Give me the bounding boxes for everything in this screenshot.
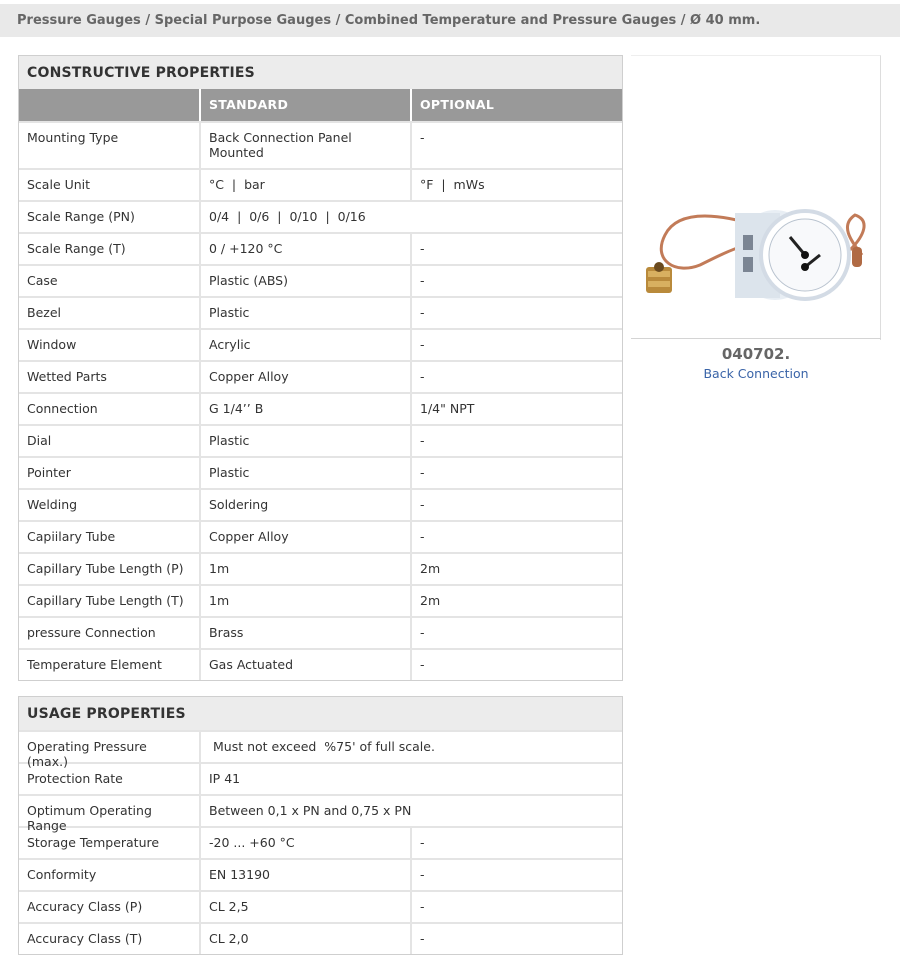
property-label: Scale Range (PN): [19, 202, 201, 232]
property-label: Connection: [19, 394, 201, 424]
property-label: Bezel: [19, 298, 201, 328]
table-row: [19, 488, 622, 520]
property-label: Case: [19, 266, 201, 296]
standard-value: EN 13190: [201, 860, 412, 890]
optional-value: -: [420, 337, 425, 352]
table-row: [19, 730, 622, 769]
table-row: [19, 794, 622, 833]
header-label-column: [19, 89, 201, 121]
constructive-properties-panel: [18, 55, 623, 681]
optional-value: -: [420, 931, 425, 946]
table-row: [19, 264, 622, 296]
standard-value: Between 0,1 x PN and 0,75 x PN: [209, 803, 412, 818]
standard-value: Copper Alloy: [201, 362, 412, 392]
standard-value: IP 41: [209, 771, 241, 786]
standard-value: Copper Alloy: [201, 522, 412, 552]
table-row: [19, 456, 622, 488]
property-label: Protection Rate: [19, 764, 201, 794]
standard-value: 1m: [201, 554, 412, 584]
standard-value: Plastic: [201, 458, 412, 488]
property-label: Scale Unit: [19, 170, 201, 200]
standard-value: Brass: [201, 618, 412, 648]
optional-value: -: [420, 835, 425, 850]
property-label: Optimum Operating Range: [19, 796, 201, 826]
standard-value: Plastic: [201, 298, 412, 328]
property-label: Storage Temperature: [19, 828, 201, 858]
table-row: [19, 826, 622, 858]
standard-value: Gas Actuated: [201, 650, 412, 680]
constructive-properties-title: CONSTRUCTIVE PROPERTIES: [19, 56, 622, 89]
back-connection-link[interactable]: Back Connection: [703, 366, 809, 381]
standard-value: Plastic: [201, 426, 412, 456]
product-code: 040702.: [721, 345, 791, 363]
optional-value: -: [420, 130, 425, 145]
optional-value: -: [420, 867, 425, 882]
property-label: Welding: [19, 490, 201, 520]
optional-value: -: [420, 657, 425, 672]
constructive-rows: [19, 121, 622, 680]
table-row: [19, 424, 622, 456]
optional-value: -: [420, 625, 425, 640]
property-label: Capillary Tube Length (T): [19, 586, 201, 616]
header-optional: OPTIONAL: [420, 97, 495, 112]
table-header-row: [19, 89, 622, 121]
property-label: Scale Range (T): [19, 234, 201, 264]
table-row: [19, 552, 622, 584]
table-row: [19, 328, 622, 360]
table-row: [19, 890, 622, 922]
standard-value: Soldering: [201, 490, 412, 520]
optional-value: 2m: [420, 561, 441, 576]
property-label: Capillary Tube Length (P): [19, 554, 201, 584]
optional-value: 2m: [420, 593, 441, 608]
standard-value: 0/4 | 0/6 | 0/10 | 0/16: [209, 209, 366, 224]
optional-value: -: [420, 241, 425, 256]
table-row: [19, 232, 622, 264]
table-row: [19, 584, 622, 616]
product-divider: [631, 338, 881, 339]
breadcrumb: Pressure Gauges / Special Purpose Gauges / Combined Temperature and Pressure Gauges / Ø 40 mm.: [0, 4, 900, 37]
property-label: Accuracy Class (P): [19, 892, 201, 922]
table-row: [19, 922, 622, 954]
property-label: pressure Connection: [19, 618, 201, 648]
standard-value: CL 2,0: [201, 924, 412, 954]
standard-value: -20 ... +60 °C: [201, 828, 412, 858]
table-row: [19, 121, 622, 168]
property-label: Accuracy Class (T): [19, 924, 201, 954]
optional-value: -: [420, 465, 425, 480]
standard-value: Plastic (ABS): [201, 266, 412, 296]
optional-value: -: [420, 369, 425, 384]
table-row: [19, 648, 622, 680]
standard-value: Must not exceed %75' of full scale.: [209, 739, 435, 754]
standard-value: 1m: [201, 586, 412, 616]
table-row: [19, 520, 622, 552]
standard-value: Acrylic: [201, 330, 412, 360]
standard-value: CL 2,5: [201, 892, 412, 922]
usage-properties-panel: [18, 696, 623, 955]
optional-value: -: [420, 305, 425, 320]
optional-value: -: [420, 529, 425, 544]
usage-properties-title: USAGE PROPERTIES: [19, 697, 622, 730]
usage-rows: [19, 730, 622, 954]
property-label: Wetted Parts: [19, 362, 201, 392]
property-label: Conformity: [19, 860, 201, 890]
table-row: [19, 296, 622, 328]
standard-value: Back Connection Panel Mounted: [201, 123, 412, 168]
gauge-product-image[interactable]: [640, 195, 872, 315]
optional-value: -: [420, 899, 425, 914]
table-row: [19, 616, 622, 648]
optional-value: -: [420, 273, 425, 288]
property-label: Mounting Type: [19, 123, 201, 168]
property-label: Operating Pressure (max.): [19, 732, 201, 762]
property-label: Capiilary Tube: [19, 522, 201, 552]
optional-value: -: [420, 433, 425, 448]
optional-value: °F | mWs: [420, 177, 485, 192]
table-row: [19, 168, 622, 200]
table-row: [19, 858, 622, 890]
standard-value: °C | bar: [201, 170, 412, 200]
optional-value: -: [420, 497, 425, 512]
property-label: Pointer: [19, 458, 201, 488]
table-row: [19, 360, 622, 392]
optional-value: 1/4" NPT: [420, 401, 475, 416]
standard-value: G 1/4’’ B: [201, 394, 412, 424]
header-standard: STANDARD: [201, 89, 412, 121]
property-label: Dial: [19, 426, 201, 456]
standard-value: 0 / +120 °C: [201, 234, 412, 264]
property-label: Window: [19, 330, 201, 360]
table-row: [19, 762, 622, 794]
property-label: Temperature Element: [19, 650, 201, 680]
table-row: [19, 200, 622, 232]
table-row: [19, 392, 622, 424]
